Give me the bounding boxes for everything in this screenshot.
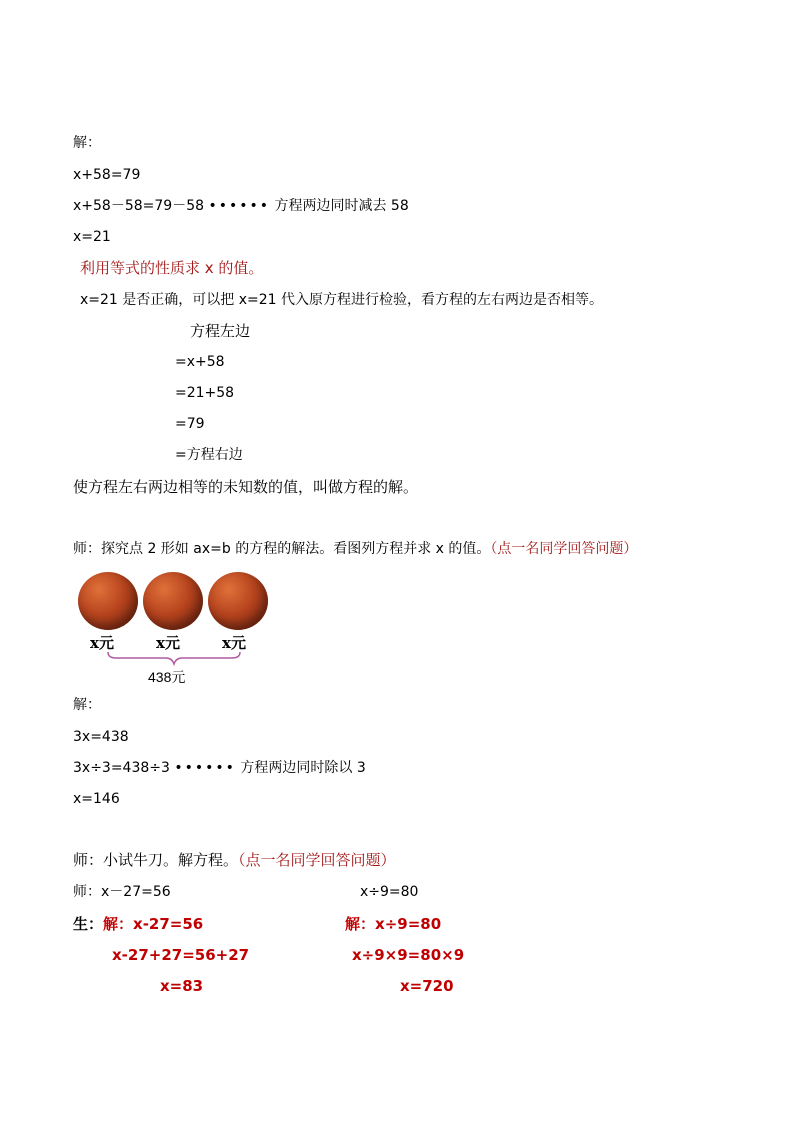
answer-2-step: x÷9×9=80×9 <box>352 946 465 964</box>
student-answer-1 <box>73 915 203 933</box>
brace-icon <box>106 650 242 666</box>
answer-2-label: 解： <box>345 915 376 933</box>
equation-step-line <box>73 197 409 215</box>
equation-step: x+58－58=79－58 <box>73 198 205 214</box>
basketball-figure <box>76 570 276 690</box>
property-note: 利用等式的性质求 x 的值。 <box>80 259 264 277</box>
student-answer-2 <box>345 915 441 933</box>
basketball-icon <box>143 572 203 630</box>
student-label: 生： <box>73 915 104 933</box>
dot-leader: •••••• <box>174 760 236 776</box>
dot-leader: •••••• <box>208 198 271 214</box>
step-note: 方程两边同时除以 3 <box>240 760 366 776</box>
answer-1-step: x-27+27=56+27 <box>112 946 250 964</box>
equation-line: x+58=79 <box>73 167 141 183</box>
price-label: x元 <box>156 634 180 652</box>
answer-1-line: x-27=56 <box>133 915 204 933</box>
equation-result: x=146 <box>73 791 120 807</box>
basketball-icon <box>78 572 138 630</box>
prompt-text: 师：探究点 2 形如 ax=b 的方程的解法。看图列方程并求 x 的值。 <box>73 541 491 557</box>
check-step: =方程右边 <box>175 447 243 463</box>
answer-2-line: x÷9=80 <box>375 915 442 933</box>
check-step: =21+58 <box>175 385 235 401</box>
definition-text: 使方程左右两边相等的未知数的值，叫做方程的解。 <box>73 478 419 496</box>
prompt-instruction: （点一名同学回答问题） <box>238 851 396 869</box>
price-label: x元 <box>222 634 246 652</box>
prompt-text: 师：小试牛刀。解方程。 <box>73 851 239 869</box>
equation-result: x=21 <box>73 229 111 245</box>
exploration-prompt <box>73 540 637 558</box>
teacher-questions <box>73 883 171 901</box>
question-1: x－27=56 <box>101 884 171 900</box>
check-note: x=21 是否正确，可以把 x=21 代入原方程进行检验，看方程的左右两边是否相等。 <box>80 292 604 308</box>
prompt-instruction: （点一名同学回答问题） <box>490 541 638 557</box>
check-heading: 方程左边 <box>190 322 251 340</box>
check-step: =79 <box>175 416 205 432</box>
practice-prompt <box>73 851 396 869</box>
step-note: 方程两边同时减去 58 <box>274 198 409 214</box>
equation-step-line <box>73 759 366 777</box>
answer-1-label: 解： <box>103 915 134 933</box>
teacher-label: 师： <box>73 884 101 900</box>
solution-label: 解： <box>73 697 101 713</box>
equation-step: 3x÷3=438÷3 <box>73 760 170 776</box>
total-price-label: 438元 <box>148 669 186 685</box>
answer-1-result: x=83 <box>160 977 204 995</box>
check-step: =x+58 <box>175 354 225 370</box>
answer-2-result: x=720 <box>400 977 454 995</box>
price-label: x元 <box>90 634 114 652</box>
equation-line: 3x=438 <box>73 729 129 745</box>
solution-label: 解： <box>73 135 101 151</box>
question-2: x÷9=80 <box>360 884 419 900</box>
basketball-icon <box>208 572 268 630</box>
